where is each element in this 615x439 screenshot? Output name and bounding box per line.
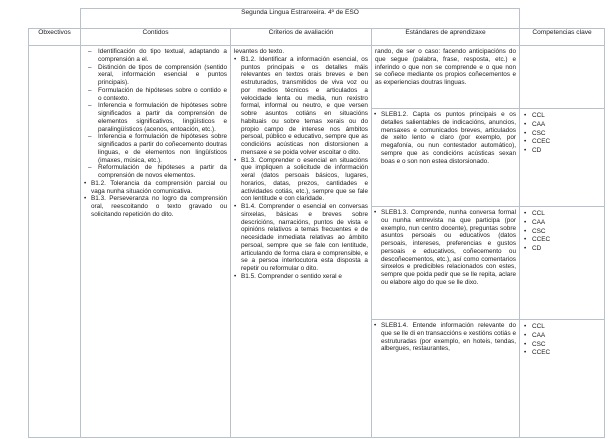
contidos-cell [81, 46, 231, 438]
competencia-item: • CSC [524, 341, 602, 349]
competencias-group [520, 206, 604, 319]
criterio-plain-item: levantes do texto. [234, 48, 285, 55]
criterios-cell [231, 46, 372, 438]
contido-bullet-item: • B1.3. Perseveranza no logro da comprensión oral, reescoitando o texto gravado ou solicitando repetición do dito. [84, 195, 227, 218]
criterio-bullet-item: • B1.5. Comprender o sentido xeral e [234, 273, 368, 281]
contidos-list [81, 46, 230, 219]
competencia-item: • CAA [524, 219, 602, 227]
estandar-item [372, 319, 519, 395]
estandar-text: Comprende, nunha conversa formal ou nunha entrevista na que participa (por exemplo, nun centro docente), preguntas sobre asuntos persoais ou educativos (datos persoais, intereses, preferencias e gustos persoais e educativos, coñecemento ou descoñecementos, etc.), así como comentarios sinxelos e predicibles relacionados con estes, sempre que poida pedir que se lle repita, aclare ou elabore algo do que se lle dixo. [381, 209, 517, 286]
estandar-item [372, 46, 519, 108]
contido-dash-item: – Distinción de tipos de comprensión (sentido xeral, información esencial e puntos principais). [88, 64, 227, 87]
header-obxectivos: Obxectivos [29, 29, 81, 46]
competencias-group [520, 319, 604, 395]
bullet-mark: • [374, 322, 377, 329]
competencia-item: • CCL [524, 210, 602, 218]
contido-dash-item: – Reformulación de hipóteses a partir da comprensión de novos elementos. [88, 164, 227, 180]
obxectivos-cell [29, 46, 81, 438]
contido-dash-item: – Formulación de hipóteses sobre o contido e o contexto. [88, 87, 227, 103]
estandares-list [372, 46, 519, 395]
competencia-item: • CCEC [524, 349, 602, 357]
curriculum-table [28, 8, 605, 438]
header-competencias: Competencias clave [520, 29, 605, 46]
estandares-cell [372, 46, 520, 438]
estandar-code: SLEB1.4. [381, 322, 413, 329]
criterios-list [231, 46, 371, 281]
competencia-item: • CD [524, 147, 602, 155]
competencia-item: • CCL [524, 112, 602, 120]
title-spacer [29, 9, 81, 29]
contido-bullet-item: • B1.2. Tolerancia da comprensión parcial ou vaga nunha situación comunicativa. [84, 180, 227, 196]
competencia-item: • CD [524, 245, 602, 253]
competencia-item: • CCEC [524, 236, 602, 244]
competencia-item: • CAA [524, 121, 602, 129]
header-criterios: Criterios de avaliación [231, 29, 372, 46]
estandar-text: Capta os puntos principais e os detalles salientables de indicacións, anuncios, mensaxes e comunicados breves, articulados de xeito lento e claro (por exemplo, por megafonía, ou nun contestador automático), sempre que as condicións acústicas sexan boas e o son non estea distorsionado. [381, 111, 517, 165]
competencia-item: • CCEC [524, 138, 602, 146]
estandar-text: rando, de ser o caso: facendo anticipacións do que segue (palabra, frase, resposta, etc.) e inferindo o que non se comprende e o que non se coñece mediante os propios coñecementos e as experiencias doutras linguas. [375, 48, 517, 86]
criterio-bullet-item: • B1.3. Comprender o esencial en situacións que impliquen a solicitude de información xeral (datos persoais básicos, lugares, horarios, datas, prezos, cantidades e actividades cotiás, etc.), sempre que se fale con lentitude e con claridade. [234, 157, 368, 204]
header-estandares: Estándares de aprendizaxe [372, 29, 520, 46]
contido-dash-item: – Inferencia e formulación de hipóteses sobre significados a partir do coñecemento doutras linguas, e de elementos non lingüísticos (imaxes, música, etc.). [88, 133, 227, 164]
competencia-item: • CAA [524, 332, 602, 340]
bullet-mark: • [374, 209, 377, 216]
criterio-bullet-item: • B1.4. Comprender o esencial en conversas sinxelas, básicas e breves sobre descricións, narracións, puntos de vista e opinións relativos a temas frecuentes e de necesidade inmediata relativas ao ámbito persoal, sempre que se fale con lentitude, articulando de forma clara e comprensible, e se a persoa interlocutora esta disposta a repetir ou reformular o dito. [234, 203, 368, 273]
table-title: Segunda Lingua Estranxeira. 4º de ESO [81, 9, 520, 29]
competencia-item: • CSC [524, 228, 602, 236]
contido-dash-item: – Inferencia e formulación de hipóteses sobre significados a partir da comprensión de elementos significativos, lingüísticos e paralingüísticos (acenos, entoación, etc.). [88, 102, 227, 133]
estandar-item [372, 108, 519, 206]
competencias-group [520, 108, 604, 206]
estandar-text: Entende información relevante do que se lle di en transaccións e xestións cotiás e estruturadas (por exemplo, en hoteis, tendas, albergues, restaurantes, [381, 322, 517, 353]
estandar-code: SLEB1.3. [381, 209, 411, 216]
header-contidos: Contidos [81, 29, 231, 46]
competencias-group [520, 46, 604, 108]
competencias-list [520, 46, 604, 395]
estandar-item [372, 206, 519, 319]
bullet-mark: • [374, 111, 377, 118]
competencia-item: • CCL [524, 323, 602, 331]
title-spacer-right [520, 9, 605, 29]
contido-dash-item: – Identificación do tipo textual, adaptando a comprensión a el. [88, 48, 227, 64]
competencias-cell [520, 46, 605, 438]
criterio-bullet-item: • B1.2. Identificar a información esencial, os puntos principais e os detalles máis relevantes en textos orais breves e ben estruturados, transmitidos de viva voz ou por medios técnicos e articulados a velocidade lenta ou media, nun rexistro formal, informal ou neutro, e que versen sobre asuntos cotiáns en situacións habituais ou sobre temas xerais ou do propio campo de interese nos ámbitos persoal, público e educativo, sempre que as condicións acústicas non distorsionen a mensaxe e se poida volver escoitar o dito. [234, 56, 368, 157]
estandar-code: SLEB1.2. [381, 111, 413, 118]
competencia-item: • CSC [524, 130, 602, 138]
